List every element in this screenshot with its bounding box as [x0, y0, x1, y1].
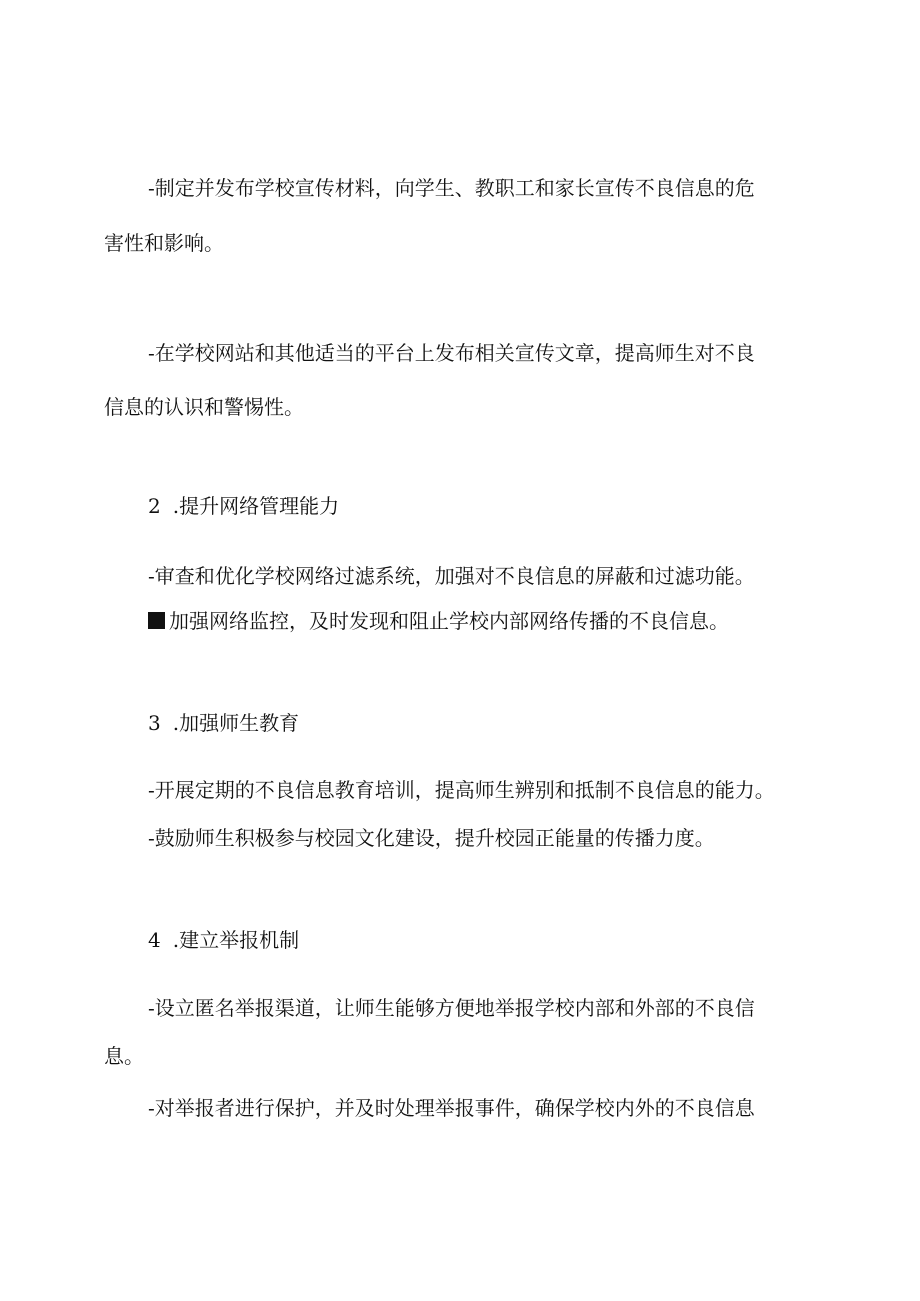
section-number: 3	[148, 711, 161, 735]
list-item: -开展定期的不良信息教育培训，提高师生辨别和抵制不良信息的能力。	[148, 778, 775, 802]
list-item: -对举报者进行保护，并及时处理举报事件，确保学校内外的不良信息	[148, 1096, 755, 1120]
square-bullet-icon	[148, 612, 165, 629]
paragraph-text: -在学校网站和其他适当的平台上发布相关宣传文章，提高师生对不良	[148, 341, 755, 365]
list-item: -鼓励师生积极参与校园文化建设，提升校园正能量的传播力度。	[148, 826, 715, 850]
list-item: -设立匿名举报渠道，让师生能够方便地举报学校内部和外部的不良信	[148, 996, 755, 1020]
section-heading	[148, 926, 299, 954]
section-title: .加强师生教育	[172, 711, 300, 735]
list-item	[148, 607, 729, 635]
list-item-continuation: 息。	[104, 1044, 144, 1068]
list-item-text: 加强网络监控，及时发现和阻止学校内部网络传播的不良信息。	[169, 609, 729, 633]
section-number: 2	[148, 494, 161, 518]
section-title: .提升网络管理能力	[172, 494, 340, 518]
section-heading	[148, 492, 339, 520]
section-number: 4	[148, 928, 161, 952]
paragraph-text: -制定并发布学校宣传材料，向学生、教职工和家长宣传不良信息的危	[148, 176, 755, 200]
paragraph-text: 害性和影响。	[104, 231, 224, 255]
list-item: -审查和优化学校网络过滤系统，加强对不良信息的屏蔽和过滤功能。	[148, 564, 755, 588]
paragraph-text: 信息的认识和警惕性。	[104, 395, 304, 419]
section-heading	[148, 709, 299, 737]
section-title: .建立举报机制	[172, 928, 300, 952]
